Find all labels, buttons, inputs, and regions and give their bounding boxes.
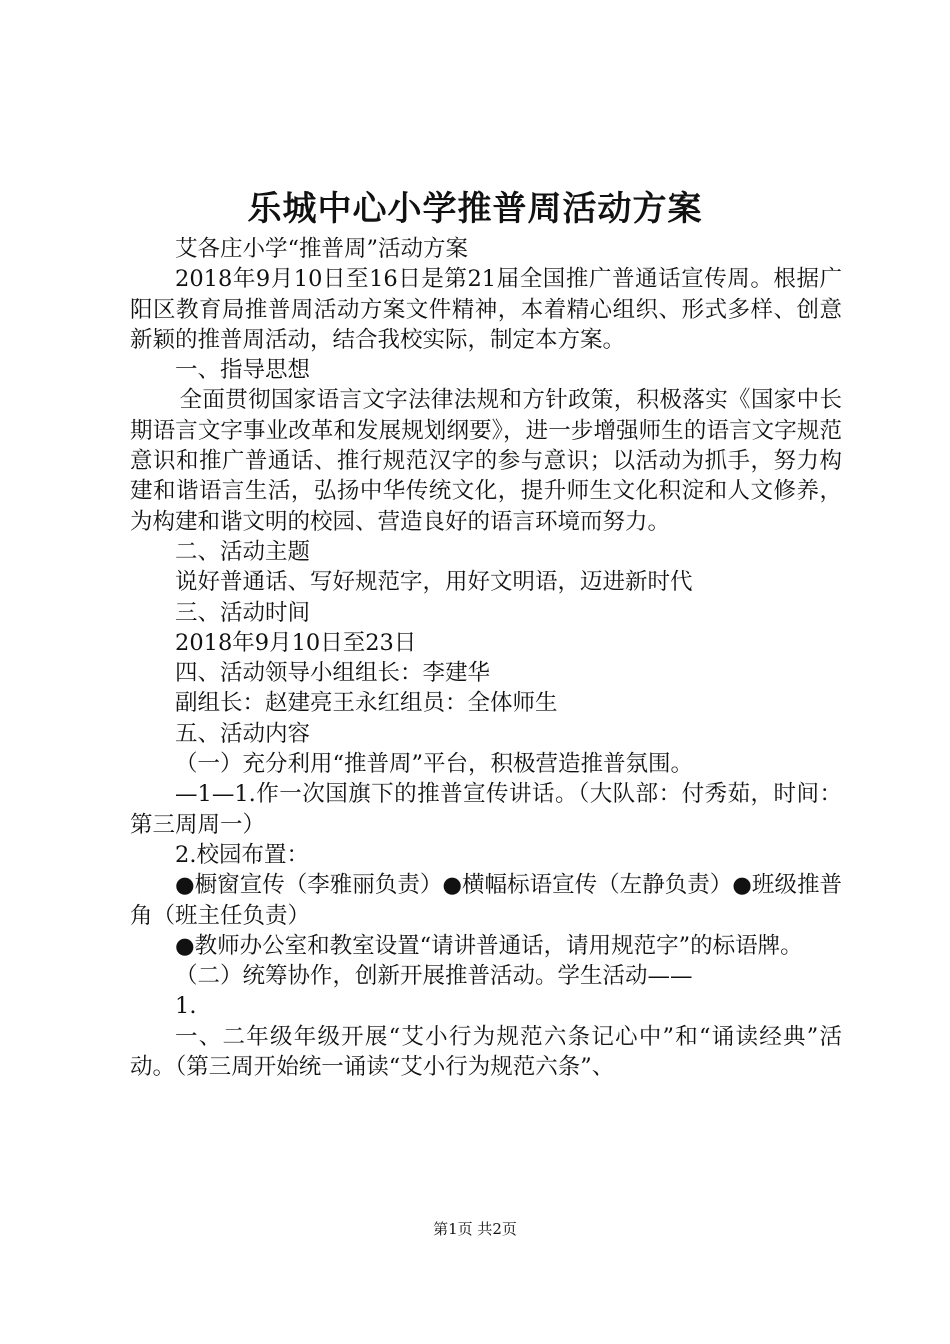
paragraph-item-campus: 2.校园布置：	[175, 841, 309, 868]
paragraph-deputy: 副组长：赵建亮王永红组员：全体师生	[175, 690, 558, 717]
paragraph-grades-activity: 一、二年级年级开展“艾小行为规范六条记心中”和“诵读经典”活动。（第三周开始统一诵读“艾小行为规范六条”、	[130, 1023, 842, 1081]
paragraph-guiding-thought: 全面贯彻国家语言文字法律法规和方针政策，积极落实《国家中长期语言文字事业改革和发展规划纲要》，进一步增强师生的语言文字规范意识和推广普通话、推行规范汉字的参与意识；以活动为抓手，努力构建和谐语言生活，弘扬中华传统文化，提升师生文化积淀和人文修养，为构建和谐文明的校园、营造良好的语言环境而努力。	[130, 387, 842, 535]
paragraph-bullets-displays: ●橱窗宣传（李雅丽负责）●横幅标语宣传（左静负责）●班级推普角（班主任负责）	[130, 872, 842, 929]
page-indicator: 第1页 共2页	[433, 1220, 517, 1238]
paragraph-item-speech: —1—1.作一次国旗下的推普宣传讲话。（大队部：付秀茹，时间：第三周周一）	[130, 781, 842, 838]
paragraph-section-one: （一）充分利用“推普周”平台，积极营造推普氛围。	[175, 751, 694, 778]
heading-activity-theme: 二、活动主题	[175, 538, 311, 565]
document-title: 乐城中心小学推普周活动方案	[247, 189, 703, 229]
heading-guiding-thought: 一、指导思想	[175, 357, 311, 384]
paragraph-leader: 四、活动领导小组组长：李建华	[175, 660, 491, 687]
paragraph-item-one: 1.	[175, 993, 197, 1020]
heading-activity-content: 五、活动内容	[175, 720, 311, 747]
paragraph-activity-time: 2018年9月10日至23日	[175, 629, 417, 656]
paragraph-intro: 2018年9月10日至16日是第21届全国推广普通话宣传周。根据广阳区教育局推普周活动方案文件精神，本着精心组织、形式多样、创意新颖的推普周活动，结合我校实际，制定本方案。	[130, 266, 842, 353]
paragraph-bullet-signs: ●教师办公室和教室设置“请讲普通话，请用规范字”的标语牌。	[175, 932, 803, 959]
heading-activity-time: 三、活动时间	[175, 599, 311, 626]
document-body	[130, 234, 842, 1082]
paragraph-subtitle: 艾各庄小学“推普周”活动方案	[175, 236, 469, 262]
paragraph-section-two: （二）统筹协作，创新开展推普活动。学生活动——	[175, 963, 693, 990]
paragraph-activity-theme: 说好普通话、写好规范字，用好文明语，迈进新时代	[175, 569, 693, 596]
